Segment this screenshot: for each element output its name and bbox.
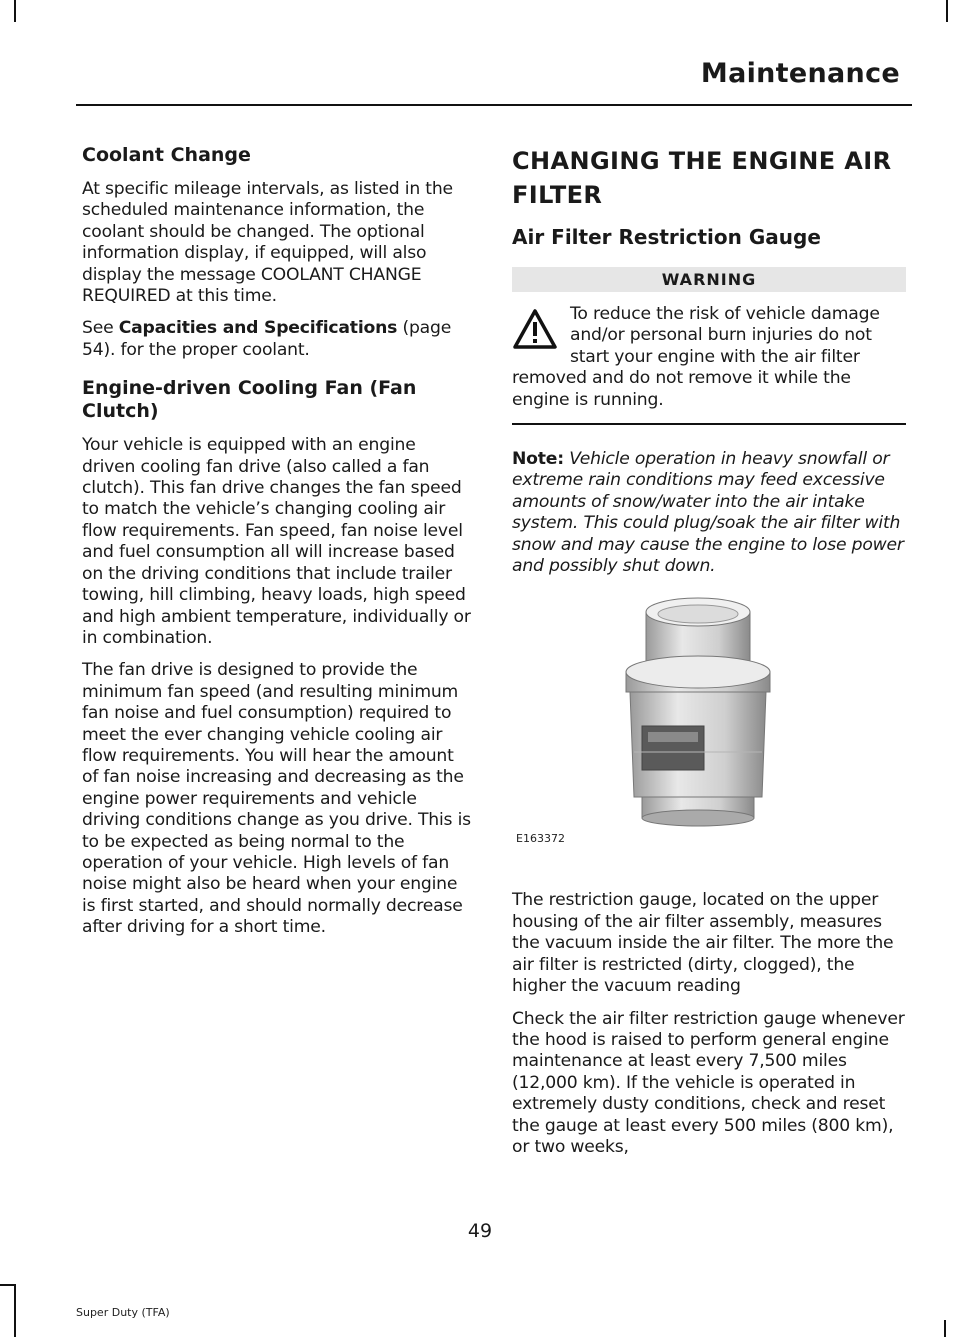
section-title: Maintenance bbox=[700, 58, 900, 89]
right-column bbox=[512, 144, 906, 1169]
coolant-paragraph: At specific mileage intervals, as listed in the scheduled maintenance information, the coolant should be changed. The optional information display, if equipped, will also display the message COOLANT CHANGE REQUIRED at this time. bbox=[82, 179, 453, 307]
note-paragraph bbox=[512, 449, 906, 577]
warning-box bbox=[512, 304, 906, 411]
gauge-paragraph-1: The restriction gauge, located on the upper housing of the air filter assembly, measures the vacuum inside the air filter. The more the air filter is restricted (dirty, clogged), the higher the vacuum reading bbox=[512, 890, 894, 997]
gauge-paragraph-2: Check the air filter restriction gauge whenever the hood is raised to perform general engine maintenance at least every 7,500 miles (12,000 km). If the vehicle is operated in extremely dusty conditions, check and reset the gauge at least every 500 miles (800 km), or two weeks, bbox=[512, 1008, 905, 1157]
air-filter-gauge-figure bbox=[512, 588, 906, 878]
left-column bbox=[82, 144, 474, 950]
see-suffix: (page 54). for the proper coolant. bbox=[82, 318, 452, 360]
note-text: Vehicle operation in heavy snowfall or extreme rain conditions may feed excessive amounts of snow/water into the air intake system. This could plug/soak the air filter with snow and may cause the engine to lose power and possibly shut down. bbox=[512, 449, 904, 577]
note-label: Note: bbox=[512, 449, 564, 470]
manual-name: Super Duty (TFA) bbox=[76, 1306, 170, 1319]
warning-triangle-icon bbox=[512, 308, 558, 350]
crop-mark-bottom-right bbox=[944, 1320, 946, 1337]
fan-paragraph-1: Your vehicle is equipped with an engine driven cooling fan drive (also called a fan clutch). This fan drive changes the fan speed to match the vehicle’s changing cooling air flow requirements. Fan speed, fan noise level and fuel consumption all will increase based on the driving conditions that include trailer towing, hill climbing, heavy loads, high speed and high ambient temperature, individually or in combination. bbox=[82, 435, 471, 648]
crop-mark-top-left bbox=[14, 0, 16, 22]
engine-air-filter-heading: CHANGING THE ENGINE AIR FILTER bbox=[512, 147, 892, 209]
coolant-change-heading: Coolant Change bbox=[82, 144, 251, 166]
see-reference-paragraph bbox=[82, 318, 474, 361]
page-number: 49 bbox=[467, 1220, 493, 1242]
see-prefix: See bbox=[82, 318, 114, 339]
restriction-gauge-illustration bbox=[608, 592, 788, 828]
restriction-gauge-heading: Air Filter Restriction Gauge bbox=[512, 225, 821, 249]
header-rule bbox=[76, 104, 912, 106]
warning-label: WARNING bbox=[512, 267, 906, 292]
capacities-link[interactable]: Capacities and Specifications bbox=[118, 318, 398, 339]
crop-mark-top-right bbox=[946, 0, 948, 22]
crop-mark-bottom-left bbox=[14, 1284, 16, 1337]
crop-mark-bottom-left-h bbox=[0, 1284, 16, 1286]
warning-text: To reduce the risk of vehicle damage and/or personal burn injuries do not start your engine with the air filter removed and do not remove it while the engine is running. bbox=[512, 304, 880, 410]
warning-rule bbox=[512, 423, 906, 425]
fan-paragraph-2: The fan drive is designed to provide the minimum fan speed (and resulting minimum fan noise and fuel consumption) required to meet the ever changing vehicle cooling air flow requirements. You will hear the amount of fan noise increasing and decreasing as the engine power requirements and vehicle driving conditions change as you drive. This is to be expected as being normal to the operation of your vehicle. High levels of fan noise might also be heard when your engine is first started, and should normally decrease after driving for a short time. bbox=[82, 660, 471, 938]
fan-clutch-heading: Engine-driven Cooling Fan (Fan Clutch) bbox=[82, 377, 417, 423]
figure-id: E163372 bbox=[516, 832, 565, 846]
